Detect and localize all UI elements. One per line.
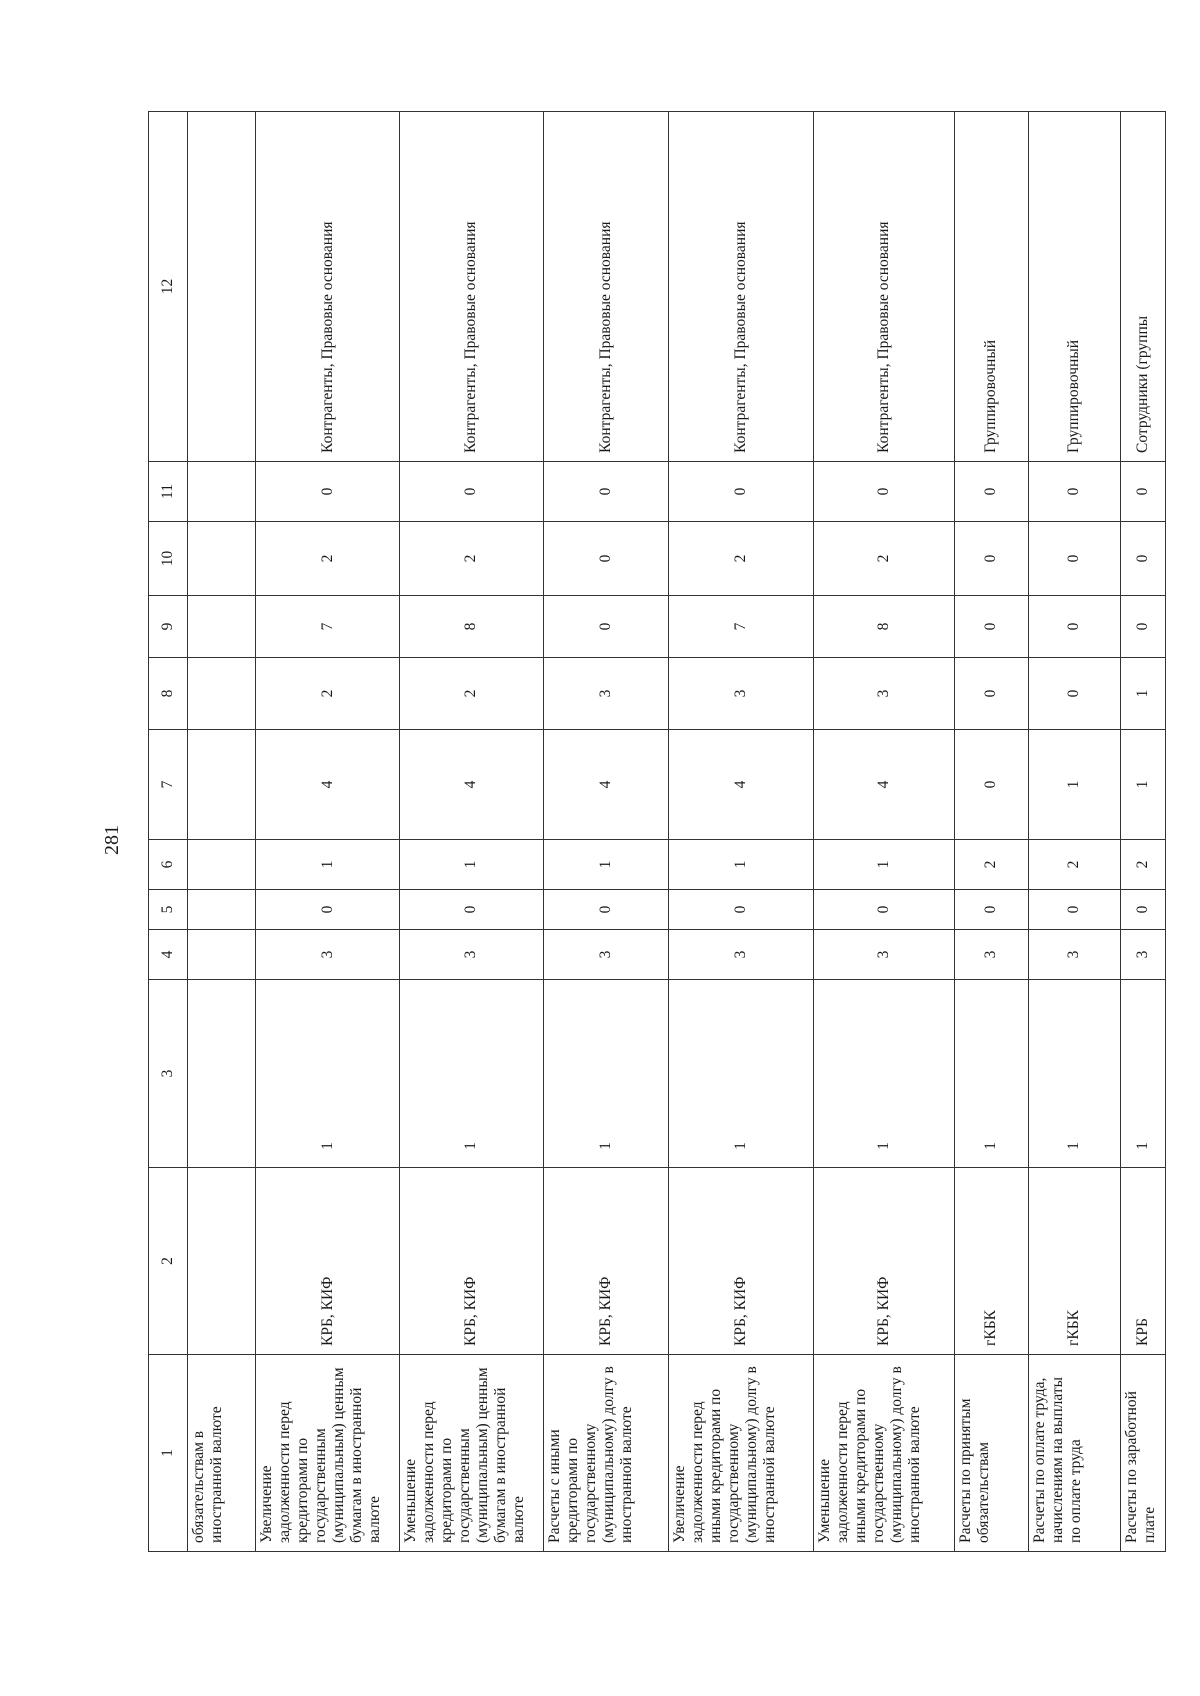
cell-col3-value: 1 xyxy=(462,1142,480,1150)
cell-col3-value: 1 xyxy=(1065,1142,1083,1150)
table-row xyxy=(256,112,400,1552)
cell-kbk: КРБ, КИФ xyxy=(669,1168,814,1355)
cell-col9: 7 xyxy=(256,596,400,658)
cell-col4: 3 xyxy=(399,930,543,980)
cell-kbk: гКБК xyxy=(954,1168,1028,1355)
cell-col5: 0 xyxy=(1028,890,1120,930)
cell-col4: 3 xyxy=(954,930,1028,980)
cell-col4: 3 xyxy=(1028,930,1120,980)
cell-col6: 2 xyxy=(1028,840,1120,890)
cell-col10: 0 xyxy=(954,522,1028,596)
cell-col11: 0 xyxy=(954,462,1028,522)
cell-col4: 3 xyxy=(543,930,668,980)
cell-col9: 0 xyxy=(1120,596,1165,658)
col-header-11: 11 xyxy=(149,462,188,522)
cell-col8: 0 xyxy=(954,658,1028,730)
table-row xyxy=(188,112,256,1552)
cell-col4: 3 xyxy=(1120,930,1165,980)
cell-col10: 2 xyxy=(256,522,400,596)
table-row xyxy=(954,112,1028,1552)
cell-col9: 0 xyxy=(1028,596,1120,658)
cell-col8: 0 xyxy=(1028,658,1120,730)
table-row xyxy=(399,112,543,1552)
cell-col9: 0 xyxy=(543,596,668,658)
cell-col8: 3 xyxy=(669,658,814,730)
cell-analytics: Контрагенты, Правовые основания xyxy=(669,112,814,462)
cell-col3-value: 1 xyxy=(318,1142,336,1150)
cell-col6: 1 xyxy=(399,840,543,890)
cell-col10: 2 xyxy=(669,522,814,596)
cell-col6: 2 xyxy=(954,840,1028,890)
cell-kbk: гКБК xyxy=(1028,1168,1120,1355)
cell-analytics: Контрагенты, Правовые основания xyxy=(256,112,400,462)
cell-col9: 0 xyxy=(954,596,1028,658)
rotated-table-container xyxy=(148,112,1166,1552)
cell-account-name: Увеличение задолженности перед кредиторами по государственным (муниципальным) ценным бумагам в иностранной валюте xyxy=(256,1355,400,1552)
cell-analytics xyxy=(188,112,256,462)
cell-col10: 0 xyxy=(1120,522,1165,596)
col-header-7: 7 xyxy=(149,730,188,840)
cell-col3-value: 1 xyxy=(875,1142,893,1150)
cell-col5: 0 xyxy=(814,890,955,930)
cell-col3-value: 1 xyxy=(596,1142,614,1150)
cell-col11 xyxy=(188,462,256,522)
cell-account-name: Уменьшение задолженности перед кредиторами по государственным (муниципальным) ценным бумагам в иностранной валюте xyxy=(399,1355,543,1552)
cell-col11: 0 xyxy=(256,462,400,522)
cell-col5: 0 xyxy=(399,890,543,930)
cell-col8: 2 xyxy=(256,658,400,730)
cell-col7: 4 xyxy=(399,730,543,840)
table-row xyxy=(814,112,955,1552)
col-header-5: 5 xyxy=(149,890,188,930)
cell-col5: 0 xyxy=(954,890,1028,930)
cell-col10 xyxy=(188,522,256,596)
cell-analytics: Контрагенты, Правовые основания xyxy=(399,112,543,462)
cell-col9: 8 xyxy=(814,596,955,658)
cell-kbk: КРБ xyxy=(1120,1168,1165,1355)
cell-account-name: Расчеты по заработной плате xyxy=(1120,1355,1165,1552)
cell-col3-value: 1 xyxy=(732,1142,750,1150)
cell-kbk xyxy=(188,1168,256,1355)
cell-col6: 1 xyxy=(543,840,668,890)
cell-col6: 1 xyxy=(669,840,814,890)
cell-col10: 0 xyxy=(543,522,668,596)
table-row xyxy=(1120,112,1165,1552)
cell-col7: 1 xyxy=(1120,730,1165,840)
cell-col5: 0 xyxy=(1120,890,1165,930)
cell-analytics: Группировочный xyxy=(1028,112,1120,462)
cell-col7: 0 xyxy=(954,730,1028,840)
col-header-4: 4 xyxy=(149,930,188,980)
cell-col9: 7 xyxy=(669,596,814,658)
cell-col7: 4 xyxy=(543,730,668,840)
cell-col3 xyxy=(543,980,668,1168)
cell-account-name: Расчеты по принятым обязательствам xyxy=(954,1355,1028,1552)
cell-account-name: Расчеты с иными кредиторами по государственному (муниципальному) долгу в иностранной валюте xyxy=(543,1355,668,1552)
cell-col3 xyxy=(814,980,955,1168)
cell-col5: 0 xyxy=(669,890,814,930)
cell-col6: 2 xyxy=(1120,840,1165,890)
col-header-1: 1 xyxy=(149,1355,188,1552)
cell-account-name: Расчеты по оплате труда, начислениям на выплаты по оплате труда xyxy=(1028,1355,1120,1552)
cell-col8: 1 xyxy=(1120,658,1165,730)
cell-col7: 4 xyxy=(669,730,814,840)
col-header-8: 8 xyxy=(149,658,188,730)
cell-col11: 0 xyxy=(669,462,814,522)
cell-col11: 0 xyxy=(399,462,543,522)
cell-col10: 2 xyxy=(399,522,543,596)
cell-analytics: Контрагенты, Правовые основания xyxy=(543,112,668,462)
cell-col8: 3 xyxy=(814,658,955,730)
cell-col9 xyxy=(188,596,256,658)
col-header-10: 10 xyxy=(149,522,188,596)
header-row xyxy=(149,112,188,1552)
cell-kbk: КРБ, КИФ xyxy=(814,1168,955,1355)
cell-col3 xyxy=(1120,980,1165,1168)
cell-col11: 0 xyxy=(1120,462,1165,522)
cell-col3 xyxy=(954,980,1028,1168)
cell-col4: 3 xyxy=(814,930,955,980)
cell-col7 xyxy=(188,730,256,840)
cell-col6 xyxy=(188,840,256,890)
cell-col3-value: 1 xyxy=(1133,1142,1151,1150)
cell-account-name: Уменьшение задолженности перед иными кредиторами по государственному (муниципальному) долгу в иностранной валюте xyxy=(814,1355,955,1552)
cell-col3 xyxy=(399,980,543,1168)
cell-kbk: КРБ, КИФ xyxy=(543,1168,668,1355)
accounts-table xyxy=(148,111,1166,1552)
page-number: 281 xyxy=(100,825,123,855)
cell-col3 xyxy=(1028,980,1120,1168)
cell-col3 xyxy=(256,980,400,1168)
cell-analytics: Группировочный xyxy=(954,112,1028,462)
cell-kbk: КРБ, КИФ xyxy=(399,1168,543,1355)
col-header-3: 3 xyxy=(149,980,188,1168)
cell-col11: 0 xyxy=(1028,462,1120,522)
table-row xyxy=(1028,112,1120,1552)
cell-col8: 2 xyxy=(399,658,543,730)
cell-col8: 3 xyxy=(543,658,668,730)
cell-col7: 4 xyxy=(814,730,955,840)
cell-col5: 0 xyxy=(543,890,668,930)
cell-col4 xyxy=(188,930,256,980)
cell-account-name: обязательствам в иностранной валюте xyxy=(188,1355,256,1552)
cell-col3 xyxy=(188,980,256,1168)
cell-col8 xyxy=(188,658,256,730)
col-header-2: 2 xyxy=(149,1168,188,1355)
cell-col10: 2 xyxy=(814,522,955,596)
cell-analytics: Сотрудники (группы xyxy=(1120,112,1165,462)
cell-col9: 8 xyxy=(399,596,543,658)
cell-col11: 0 xyxy=(814,462,955,522)
cell-col3-value: 1 xyxy=(982,1142,1000,1150)
col-header-12: 12 xyxy=(149,112,188,462)
cell-col5: 0 xyxy=(256,890,400,930)
table-row xyxy=(543,112,668,1552)
cell-col6: 1 xyxy=(256,840,400,890)
cell-analytics: Контрагенты, Правовые основания xyxy=(814,112,955,462)
col-header-6: 6 xyxy=(149,840,188,890)
cell-col3 xyxy=(669,980,814,1168)
cell-col4: 3 xyxy=(669,930,814,980)
cell-account-name: Увеличение задолженности перед иными кредиторами по государственному (муниципальному) долгу в иностранной валюте xyxy=(669,1355,814,1552)
cell-col4: 3 xyxy=(256,930,400,980)
table-row xyxy=(669,112,814,1552)
cell-col7: 1 xyxy=(1028,730,1120,840)
col-header-9: 9 xyxy=(149,596,188,658)
cell-col11: 0 xyxy=(543,462,668,522)
cell-col7: 4 xyxy=(256,730,400,840)
cell-kbk: КРБ, КИФ xyxy=(256,1168,400,1355)
cell-col6: 1 xyxy=(814,840,955,890)
cell-col5 xyxy=(188,890,256,930)
cell-col10: 0 xyxy=(1028,522,1120,596)
